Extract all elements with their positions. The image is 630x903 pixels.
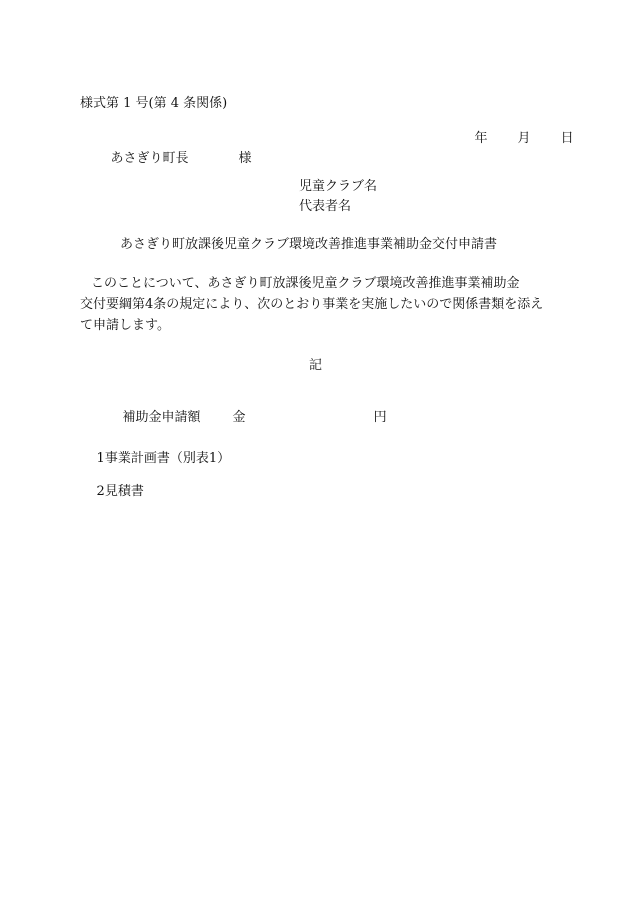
amount-label: 補助金申請額 xyxy=(122,410,201,425)
form-number: 様式第 1 号(第 4 条関係) xyxy=(80,96,228,111)
date-line xyxy=(458,119,574,158)
attachment-number: 1 xyxy=(96,451,105,466)
addressee-name: あさぎり町長 xyxy=(110,151,189,166)
attachment-number: 2 xyxy=(96,484,105,499)
date-month-label: 月 xyxy=(517,131,531,146)
document-title: あさぎり町放課後児童クラブ環境改善推進事業補助金交付申請書 xyxy=(120,237,498,252)
date-day-label: 日 xyxy=(560,131,574,146)
attachment-text: 見積書 xyxy=(104,484,144,499)
ki-heading: 記 xyxy=(309,358,323,373)
body-text-line: 交付要綱第4条の規定により、次のとおり事業を実施したいので関係書類を添え xyxy=(80,297,544,312)
addressee-honorific: 様 xyxy=(238,151,252,166)
representative-name-label: 代表者名 xyxy=(299,199,352,214)
attachment-item xyxy=(80,472,144,511)
attachment-text: 事業計画書（別表1） xyxy=(104,451,231,466)
subsidy-amount-line xyxy=(106,398,387,437)
amount-prefix: 金 xyxy=(232,410,246,425)
addressee-line xyxy=(94,139,252,178)
club-name-label: 児童クラブ名 xyxy=(299,179,378,194)
date-year-label: 年 xyxy=(474,131,488,146)
amount-unit: 円 xyxy=(373,410,387,425)
body-text-line: このことについて、あさぎり町放課後児童クラブ環境改善推進事業補助金 xyxy=(91,276,520,291)
body-text-line: て申請します。 xyxy=(80,318,170,333)
